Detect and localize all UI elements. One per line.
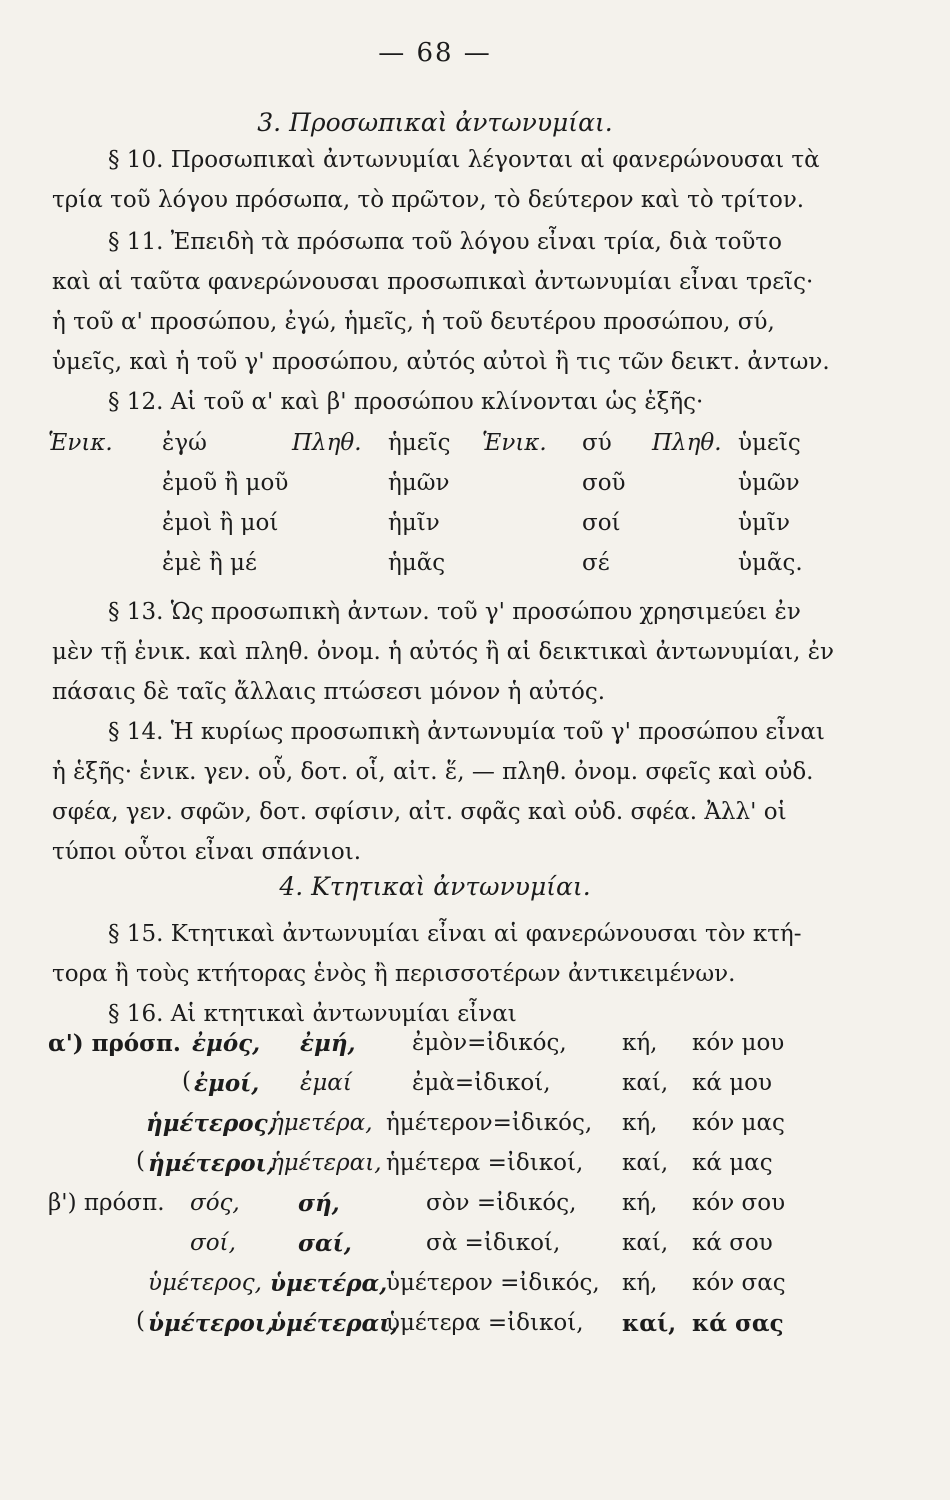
table-cell: κή, (622, 1270, 658, 1296)
table-cell: ὑμέτερα =ἰδικοί, (386, 1310, 584, 1336)
paragraph-15-line-2: τορα ἢ τοὺς κτήτορας ἑνὸς ἢ περισσοτέρων ἀντικειμένων. (52, 961, 736, 987)
person-label: α') πρόσπ. (48, 1030, 181, 1057)
table-cell: ἡμέτερος, (146, 1110, 276, 1137)
table-cell: κά μας (692, 1150, 773, 1176)
table-cell: ἐμός, (192, 1030, 261, 1057)
paragraph-12-line-1: § 12. Αἱ τοῦ α' καὶ β' προσώπου κλίνονται ὡς ἑξῆς· (108, 389, 704, 415)
table-cell: κόν μας (692, 1110, 785, 1136)
table-cell: ὑμέτεραι, (270, 1310, 399, 1337)
table-cell: ὑμᾶς. (738, 550, 803, 576)
section-heading-possessive-pronouns: 4. Κτητικαὶ ἀντωνυμίαι. (279, 872, 591, 901)
table-cell: ἡμέτερα =ἰδικοί, (386, 1150, 584, 1176)
table-cell: κόν μου (692, 1030, 785, 1056)
table-cell: καί, (622, 1310, 677, 1337)
table-cell: ἡμέτεραι, (270, 1150, 382, 1176)
table-cell: κά σας (692, 1310, 784, 1337)
table-cell: κόν σου (692, 1190, 786, 1216)
table-cell: ὑμέτερος, (148, 1270, 262, 1296)
bracket-mark: ( (136, 1148, 145, 1174)
table-cell: ὑμεῖς (738, 430, 801, 456)
paragraph-11-line-1: § 11. Ἐπειδὴ τὰ πρόσωπα τοῦ λόγου εἶναι τρία, διὰ τοῦτο (108, 229, 782, 255)
bracket-mark: ( (136, 1308, 145, 1334)
column-label-plural-2: Πληθ. (652, 430, 722, 456)
table-cell: ὑμετέρα, (270, 1270, 388, 1297)
table-cell: σοῦ (582, 470, 626, 496)
table-cell: ἡμῶν (388, 470, 450, 496)
table-cell: ὑμῶν (738, 470, 800, 496)
table-cell: ὑμῖν (738, 510, 790, 536)
paragraph-16-line-1: § 16. Αἱ κτητικαὶ ἀντωνυμίαι εἶναι (108, 1001, 517, 1027)
paragraph-13-line-3: πάσαις δὲ ταῖς ἄλλαις πτώσεσι μόνον ἡ αὐτός. (52, 679, 606, 705)
column-label-singular-1: Ἑνικ. (48, 430, 113, 456)
table-cell: ὑμέτεροι, (148, 1310, 275, 1337)
table-cell: ἐμή, (300, 1030, 356, 1057)
table-cell: σοί (582, 510, 621, 536)
table-cell: ἐμὲ ἢ μέ (162, 550, 257, 576)
page-number: — 68 — (378, 38, 492, 68)
bracket-mark: ( (182, 1068, 191, 1094)
table-cell: κή, (622, 1190, 658, 1216)
table-cell: ἡμῖν (388, 510, 440, 536)
table-cell: σός, (190, 1190, 240, 1216)
table-cell: ἐμὰ=ἰδικοί, (412, 1070, 551, 1096)
table-cell: ἐμοὶ ἢ μοί (162, 510, 279, 536)
paragraph-14-line-2: ἡ ἑξῆς· ἑνικ. γεν. οὗ, δοτ. οἷ, αἰτ. ἕ, — πληθ. ὀνομ. σφεῖς καὶ οὐδ. (52, 759, 814, 785)
table-cell: ἐγώ (162, 430, 207, 456)
table-cell: κόν σας (692, 1270, 786, 1296)
table-cell: σή, (298, 1190, 340, 1217)
section-heading-personal-pronouns: 3. Προσωπικαὶ ἀντωνυμίαι. (257, 108, 613, 137)
table-cell: ἡμέτερον=ἰδικός, (386, 1110, 593, 1136)
table-cell: ὑμέτερον =ἰδικός, (386, 1270, 600, 1296)
table-cell: κά σου (692, 1230, 773, 1256)
column-label-singular-2: Ἑνικ. (482, 430, 547, 456)
table-cell: σέ (582, 550, 610, 576)
paragraph-11-line-3: ἡ τοῦ α' προσώπου, ἐγώ, ἡμεῖς, ἡ τοῦ δευτέρου προσώπου, σύ, (52, 309, 775, 335)
table-cell: καί, (622, 1070, 669, 1096)
paragraph-14-line-3: σφέα, γεν. σφῶν, δοτ. σφίσιν, αἰτ. σφᾶς καὶ οὐδ. σφέα. Ἀλλ' οἱ (52, 799, 787, 825)
table-cell: καί, (622, 1150, 669, 1176)
table-cell: σύ (582, 430, 612, 456)
table-cell: ἡμέτεροι, (148, 1150, 275, 1177)
table-cell: κά μου (692, 1070, 772, 1096)
table-cell: ἡμᾶς (388, 550, 446, 576)
paragraph-15-line-1: § 15. Κτητικαὶ ἀντωνυμίαι εἶναι αἱ φανερώνουσαι τὸν κτή- (108, 921, 802, 947)
paragraph-10-line-1: § 10. Προσωπικαὶ ἀντωνυμίαι λέγονται αἱ φανερώνουσαι τὰ (108, 147, 820, 173)
paragraph-11-line-2: καὶ αἱ ταῦτα φανερώνουσαι προσωπικαὶ ἀντωνυμίαι εἶναι τρεῖς· (52, 269, 814, 295)
table-cell: ἐμὸν=ἰδικός, (412, 1030, 567, 1056)
column-label-plural-1: Πληθ. (292, 430, 362, 456)
table-cell: ἡμετέρα, (270, 1110, 373, 1136)
paragraph-13-line-1: § 13. Ὡς προσωπικὴ ἀντων. τοῦ γ' προσώπου χρησιμεύει ἐν (108, 599, 801, 625)
table-cell: καί, (622, 1230, 669, 1256)
paragraph-14-line-1: § 14. Ἡ κυρίως προσωπικὴ ἀντωνυμία τοῦ γ' προσώπου εἶναι (108, 719, 825, 745)
paragraph-14-line-4: τύποι οὗτοι εἶναι σπάνιοι. (52, 839, 362, 865)
paragraph-10-line-2: τρία τοῦ λόγου πρόσωπα, τὸ πρῶτον, τὸ δεύτερον καὶ τὸ τρίτον. (52, 187, 805, 213)
table-cell: κή, (622, 1110, 658, 1136)
paragraph-13-line-2: μὲν τῇ ἑνικ. καὶ πληθ. ὀνομ. ἡ αὐτός ἢ αἱ δεικτικαὶ ἀντωνυμίαι, ἐν (52, 639, 835, 665)
table-cell: κή, (622, 1030, 658, 1056)
paragraph-11-line-4: ὑμεῖς, καὶ ἡ τοῦ γ' προσώπου, αὐτός αὐτοὶ ἢ τις τῶν δεικτ. ἀντων. (52, 349, 830, 375)
table-cell: σὸν =ἰδικός, (426, 1190, 577, 1216)
table-cell: ἐμαί (300, 1070, 352, 1096)
table-cell: ἐμοῦ ἢ μοῦ (162, 470, 289, 496)
table-cell: σαί, (298, 1230, 352, 1257)
table-cell: ἡμεῖς (388, 430, 451, 456)
table-cell: ἐμοί, (194, 1070, 260, 1097)
table-cell: σὰ =ἰδικοί, (426, 1230, 561, 1256)
table-cell: σοί, (190, 1230, 236, 1256)
person-label: β') πρόσπ. (48, 1190, 165, 1216)
